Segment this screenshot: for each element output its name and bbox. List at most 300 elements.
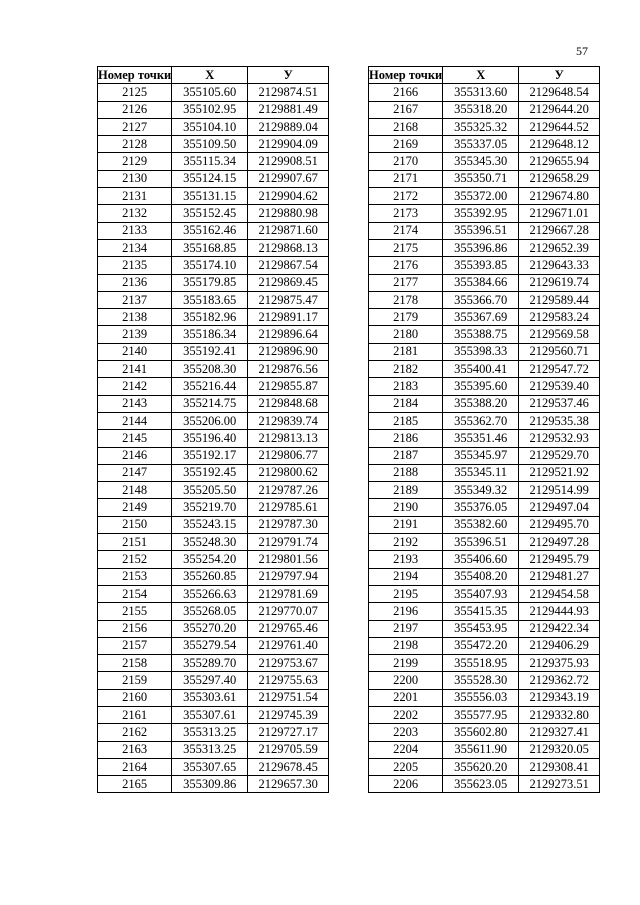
x-coordinate-cell: 355268.05 <box>172 603 248 620</box>
point-number-cell: 2156 <box>98 620 172 637</box>
x-coordinate-cell: 355307.65 <box>172 758 248 775</box>
x-coordinate-cell: 355104.10 <box>172 118 248 135</box>
x-coordinate-cell: 355376.05 <box>443 499 519 516</box>
point-number-cell: 2206 <box>369 776 443 793</box>
y-coordinate-cell: 2129671.01 <box>519 205 600 222</box>
table-row <box>369 464 600 481</box>
table-row <box>98 516 329 533</box>
table-row <box>369 326 600 343</box>
point-number-cell: 2169 <box>369 136 443 153</box>
x-coordinate-cell: 355577.95 <box>443 706 519 723</box>
point-number-cell: 2186 <box>369 430 443 447</box>
x-coordinate-cell: 355325.32 <box>443 118 519 135</box>
y-coordinate-cell: 2129539.40 <box>519 378 600 395</box>
point-number-cell: 2205 <box>369 758 443 775</box>
y-coordinate-cell: 2129745.39 <box>248 706 329 723</box>
point-number-cell: 2151 <box>98 534 172 551</box>
point-number-cell: 2128 <box>98 136 172 153</box>
y-coordinate-cell: 2129787.30 <box>248 516 329 533</box>
y-coordinate-cell: 2129869.45 <box>248 274 329 291</box>
point-number-cell: 2153 <box>98 568 172 585</box>
table-row <box>369 672 600 689</box>
table-row <box>98 395 329 412</box>
x-coordinate-cell: 355350.71 <box>443 170 519 187</box>
table-row <box>369 568 600 585</box>
y-coordinate-cell: 2129880.98 <box>248 205 329 222</box>
y-coordinate-cell: 2129343.19 <box>519 689 600 706</box>
table-row <box>98 551 329 568</box>
y-coordinate-cell: 2129332.80 <box>519 706 600 723</box>
y-coordinate-cell: 2129891.17 <box>248 309 329 326</box>
table-row <box>98 239 329 256</box>
x-coordinate-cell: 355602.80 <box>443 724 519 741</box>
point-number-cell: 2192 <box>369 534 443 551</box>
point-number-cell: 2135 <box>98 257 172 274</box>
y-coordinate-cell: 2129874.51 <box>248 84 329 101</box>
y-coordinate-cell: 2129787.26 <box>248 482 329 499</box>
y-coordinate-cell: 2129678.45 <box>248 758 329 775</box>
x-coordinate-cell: 355168.85 <box>172 239 248 256</box>
x-coordinate-cell: 355174.10 <box>172 257 248 274</box>
table-row <box>369 706 600 723</box>
point-number-cell: 2198 <box>369 637 443 654</box>
point-number-cell: 2131 <box>98 188 172 205</box>
y-coordinate-cell: 2129273.51 <box>519 776 600 793</box>
table-row <box>98 672 329 689</box>
table-row <box>98 620 329 637</box>
table-row <box>98 482 329 499</box>
y-coordinate-cell: 2129907.67 <box>248 170 329 187</box>
x-coordinate-cell: 355182.96 <box>172 309 248 326</box>
y-coordinate-cell: 2129497.04 <box>519 499 600 516</box>
table-row <box>369 551 600 568</box>
x-coordinate-cell: 355270.20 <box>172 620 248 637</box>
table-row <box>98 361 329 378</box>
table-row <box>369 361 600 378</box>
x-coordinate-cell: 355395.60 <box>443 378 519 395</box>
x-coordinate-cell: 355183.65 <box>172 291 248 308</box>
x-coordinate-cell: 355518.95 <box>443 655 519 672</box>
x-coordinate-cell: 355472.20 <box>443 637 519 654</box>
y-coordinate-cell: 2129904.62 <box>248 188 329 205</box>
point-number-cell: 2167 <box>369 101 443 118</box>
y-coordinate-cell: 2129908.51 <box>248 153 329 170</box>
header-y: У <box>519 67 600 84</box>
y-coordinate-cell: 2129791.74 <box>248 534 329 551</box>
x-coordinate-cell: 355318.20 <box>443 101 519 118</box>
y-coordinate-cell: 2129855.87 <box>248 378 329 395</box>
point-number-cell: 2148 <box>98 482 172 499</box>
x-coordinate-cell: 355611.90 <box>443 741 519 758</box>
table-row <box>98 741 329 758</box>
point-number-cell: 2129 <box>98 153 172 170</box>
x-coordinate-cell: 355351.46 <box>443 430 519 447</box>
page-number: 57 <box>576 44 588 58</box>
y-coordinate-cell: 2129406.29 <box>519 637 600 654</box>
y-coordinate-cell: 2129444.93 <box>519 603 600 620</box>
point-number-cell: 2132 <box>98 205 172 222</box>
point-number-cell: 2165 <box>98 776 172 793</box>
point-number-cell: 2177 <box>369 274 443 291</box>
point-number-cell: 2133 <box>98 222 172 239</box>
table-row <box>369 205 600 222</box>
y-coordinate-cell: 2129867.54 <box>248 257 329 274</box>
y-coordinate-cell: 2129674.80 <box>519 188 600 205</box>
x-coordinate-cell: 355407.93 <box>443 585 519 602</box>
y-coordinate-cell: 2129454.58 <box>519 585 600 602</box>
x-coordinate-cell: 355366.70 <box>443 291 519 308</box>
point-number-cell: 2139 <box>98 326 172 343</box>
y-coordinate-cell: 2129896.90 <box>248 343 329 360</box>
table-row <box>369 447 600 464</box>
y-coordinate-cell: 2129535.38 <box>519 412 600 429</box>
table-row <box>98 170 329 187</box>
point-number-cell: 2162 <box>98 724 172 741</box>
x-coordinate-cell: 355214.75 <box>172 395 248 412</box>
point-number-cell: 2183 <box>369 378 443 395</box>
x-coordinate-cell: 355192.17 <box>172 447 248 464</box>
table-row <box>98 101 329 118</box>
y-coordinate-cell: 2129560.71 <box>519 343 600 360</box>
y-coordinate-cell: 2129765.46 <box>248 620 329 637</box>
point-number-cell: 2190 <box>369 499 443 516</box>
x-coordinate-cell: 355279.54 <box>172 637 248 654</box>
point-number-cell: 2130 <box>98 170 172 187</box>
x-coordinate-cell: 355396.86 <box>443 239 519 256</box>
table-row <box>98 309 329 326</box>
x-coordinate-cell: 355528.30 <box>443 672 519 689</box>
x-coordinate-cell: 355186.34 <box>172 326 248 343</box>
y-coordinate-cell: 2129876.56 <box>248 361 329 378</box>
x-coordinate-cell: 355266.63 <box>172 585 248 602</box>
header-number: Номер точки <box>369 67 443 84</box>
x-coordinate-cell: 355192.45 <box>172 464 248 481</box>
y-coordinate-cell: 2129495.79 <box>519 551 600 568</box>
point-number-cell: 2195 <box>369 585 443 602</box>
table-row <box>98 776 329 793</box>
point-number-cell: 2141 <box>98 361 172 378</box>
table-row <box>369 239 600 256</box>
table-row <box>369 620 600 637</box>
table-row <box>369 84 600 101</box>
point-number-cell: 2163 <box>98 741 172 758</box>
x-coordinate-cell: 355131.15 <box>172 188 248 205</box>
table-row <box>369 343 600 360</box>
point-number-cell: 2173 <box>369 205 443 222</box>
y-coordinate-cell: 2129785.61 <box>248 499 329 516</box>
table-row <box>369 724 600 741</box>
table-header-row <box>369 67 600 84</box>
table-row <box>98 188 329 205</box>
point-number-cell: 2204 <box>369 741 443 758</box>
x-coordinate-cell: 355115.34 <box>172 153 248 170</box>
y-coordinate-cell: 2129532.93 <box>519 430 600 447</box>
table-row <box>369 378 600 395</box>
x-coordinate-cell: 355192.41 <box>172 343 248 360</box>
x-coordinate-cell: 355307.61 <box>172 706 248 723</box>
point-number-cell: 2189 <box>369 482 443 499</box>
x-coordinate-cell: 355406.60 <box>443 551 519 568</box>
y-coordinate-cell: 2129308.41 <box>519 758 600 775</box>
point-number-cell: 2155 <box>98 603 172 620</box>
y-coordinate-cell: 2129583.24 <box>519 309 600 326</box>
point-number-cell: 2136 <box>98 274 172 291</box>
x-coordinate-cell: 355260.85 <box>172 568 248 585</box>
table-row <box>369 118 600 135</box>
table-row <box>98 758 329 775</box>
x-coordinate-cell: 355362.70 <box>443 412 519 429</box>
x-coordinate-cell: 355196.40 <box>172 430 248 447</box>
y-coordinate-cell: 2129658.29 <box>519 170 600 187</box>
table-row <box>98 136 329 153</box>
table-row <box>369 585 600 602</box>
point-number-cell: 2184 <box>369 395 443 412</box>
table-row <box>98 430 329 447</box>
y-coordinate-cell: 2129569.58 <box>519 326 600 343</box>
y-coordinate-cell: 2129648.54 <box>519 84 600 101</box>
point-number-cell: 2154 <box>98 585 172 602</box>
y-coordinate-cell: 2129761.40 <box>248 637 329 654</box>
point-number-cell: 2171 <box>369 170 443 187</box>
table-row <box>98 326 329 343</box>
x-coordinate-cell: 355453.95 <box>443 620 519 637</box>
x-coordinate-cell: 355345.30 <box>443 153 519 170</box>
table-row <box>369 741 600 758</box>
table-row <box>369 534 600 551</box>
x-coordinate-cell: 355408.20 <box>443 568 519 585</box>
x-coordinate-cell: 355620.20 <box>443 758 519 775</box>
y-coordinate-cell: 2129848.68 <box>248 395 329 412</box>
table-row <box>98 291 329 308</box>
table-row <box>369 430 600 447</box>
x-coordinate-cell: 355254.20 <box>172 551 248 568</box>
point-number-cell: 2168 <box>369 118 443 135</box>
point-number-cell: 2199 <box>369 655 443 672</box>
x-coordinate-cell: 355105.60 <box>172 84 248 101</box>
table-row <box>98 412 329 429</box>
y-coordinate-cell: 2129800.62 <box>248 464 329 481</box>
x-coordinate-cell: 355248.30 <box>172 534 248 551</box>
point-number-cell: 2201 <box>369 689 443 706</box>
coordinates-table-left <box>97 66 329 793</box>
y-coordinate-cell: 2129643.33 <box>519 257 600 274</box>
x-coordinate-cell: 355206.00 <box>172 412 248 429</box>
table-row <box>369 153 600 170</box>
y-coordinate-cell: 2129755.63 <box>248 672 329 689</box>
y-coordinate-cell: 2129751.54 <box>248 689 329 706</box>
y-coordinate-cell: 2129657.30 <box>248 776 329 793</box>
x-coordinate-cell: 355297.40 <box>172 672 248 689</box>
y-coordinate-cell: 2129889.04 <box>248 118 329 135</box>
point-number-cell: 2126 <box>98 101 172 118</box>
y-coordinate-cell: 2129529.70 <box>519 447 600 464</box>
table-row <box>369 257 600 274</box>
x-coordinate-cell: 355367.69 <box>443 309 519 326</box>
y-coordinate-cell: 2129589.44 <box>519 291 600 308</box>
x-coordinate-cell: 355388.75 <box>443 326 519 343</box>
y-coordinate-cell: 2129770.07 <box>248 603 329 620</box>
point-number-cell: 2188 <box>369 464 443 481</box>
point-number-cell: 2164 <box>98 758 172 775</box>
y-coordinate-cell: 2129644.20 <box>519 101 600 118</box>
x-coordinate-cell: 355382.60 <box>443 516 519 533</box>
header-x: X <box>172 67 248 84</box>
point-number-cell: 2137 <box>98 291 172 308</box>
table-row <box>369 412 600 429</box>
y-coordinate-cell: 2129327.41 <box>519 724 600 741</box>
table-row <box>98 499 329 516</box>
point-number-cell: 2181 <box>369 343 443 360</box>
table-row <box>98 464 329 481</box>
point-number-cell: 2170 <box>369 153 443 170</box>
y-coordinate-cell: 2129547.72 <box>519 361 600 378</box>
x-coordinate-cell: 355396.51 <box>443 534 519 551</box>
y-coordinate-cell: 2129881.49 <box>248 101 329 118</box>
y-coordinate-cell: 2129868.13 <box>248 239 329 256</box>
x-coordinate-cell: 355289.70 <box>172 655 248 672</box>
table-row <box>98 689 329 706</box>
table-row <box>98 534 329 551</box>
y-coordinate-cell: 2129497.28 <box>519 534 600 551</box>
table-row <box>98 637 329 654</box>
point-number-cell: 2161 <box>98 706 172 723</box>
table-row <box>369 516 600 533</box>
point-number-cell: 2197 <box>369 620 443 637</box>
table-row <box>98 153 329 170</box>
x-coordinate-cell: 355309.86 <box>172 776 248 793</box>
point-number-cell: 2160 <box>98 689 172 706</box>
x-coordinate-cell: 355400.41 <box>443 361 519 378</box>
point-number-cell: 2144 <box>98 412 172 429</box>
point-number-cell: 2142 <box>98 378 172 395</box>
y-coordinate-cell: 2129521.92 <box>519 464 600 481</box>
table-row <box>369 136 600 153</box>
point-number-cell: 2166 <box>369 84 443 101</box>
y-coordinate-cell: 2129495.70 <box>519 516 600 533</box>
point-number-cell: 2203 <box>369 724 443 741</box>
x-coordinate-cell: 355179.85 <box>172 274 248 291</box>
x-coordinate-cell: 355152.45 <box>172 205 248 222</box>
point-number-cell: 2175 <box>369 239 443 256</box>
table-row <box>369 689 600 706</box>
y-coordinate-cell: 2129781.69 <box>248 585 329 602</box>
table-row <box>369 274 600 291</box>
point-number-cell: 2191 <box>369 516 443 533</box>
point-number-cell: 2174 <box>369 222 443 239</box>
point-number-cell: 2187 <box>369 447 443 464</box>
x-coordinate-cell: 355384.66 <box>443 274 519 291</box>
y-coordinate-cell: 2129896.64 <box>248 326 329 343</box>
y-coordinate-cell: 2129797.94 <box>248 568 329 585</box>
table-row <box>98 447 329 464</box>
table-row <box>98 378 329 395</box>
point-number-cell: 2180 <box>369 326 443 343</box>
table-row <box>98 118 329 135</box>
table-row <box>369 776 600 793</box>
y-coordinate-cell: 2129320.05 <box>519 741 600 758</box>
x-coordinate-cell: 355313.25 <box>172 741 248 758</box>
x-coordinate-cell: 355556.03 <box>443 689 519 706</box>
point-number-cell: 2146 <box>98 447 172 464</box>
table-row <box>369 170 600 187</box>
y-coordinate-cell: 2129652.39 <box>519 239 600 256</box>
y-coordinate-cell: 2129839.74 <box>248 412 329 429</box>
point-number-cell: 2159 <box>98 672 172 689</box>
table-row <box>98 603 329 620</box>
y-coordinate-cell: 2129727.17 <box>248 724 329 741</box>
table-row <box>98 222 329 239</box>
point-number-cell: 2152 <box>98 551 172 568</box>
point-number-cell: 2125 <box>98 84 172 101</box>
point-number-cell: 2138 <box>98 309 172 326</box>
x-coordinate-cell: 355372.00 <box>443 188 519 205</box>
y-coordinate-cell: 2129644.52 <box>519 118 600 135</box>
y-coordinate-cell: 2129375.93 <box>519 655 600 672</box>
x-coordinate-cell: 355388.20 <box>443 395 519 412</box>
table-row <box>369 499 600 516</box>
x-coordinate-cell: 355392.95 <box>443 205 519 222</box>
y-coordinate-cell: 2129362.72 <box>519 672 600 689</box>
point-number-cell: 2200 <box>369 672 443 689</box>
x-coordinate-cell: 355398.33 <box>443 343 519 360</box>
table-row <box>369 222 600 239</box>
table-row <box>98 84 329 101</box>
x-coordinate-cell: 355313.60 <box>443 84 519 101</box>
point-number-cell: 2149 <box>98 499 172 516</box>
table-row <box>369 309 600 326</box>
point-number-cell: 2127 <box>98 118 172 135</box>
y-coordinate-cell: 2129813.13 <box>248 430 329 447</box>
table-row <box>369 395 600 412</box>
x-coordinate-cell: 355313.25 <box>172 724 248 741</box>
x-coordinate-cell: 355216.44 <box>172 378 248 395</box>
y-coordinate-cell: 2129619.74 <box>519 274 600 291</box>
point-number-cell: 2147 <box>98 464 172 481</box>
table-row <box>98 585 329 602</box>
x-coordinate-cell: 355219.70 <box>172 499 248 516</box>
table-row <box>369 637 600 654</box>
table-row <box>98 706 329 723</box>
coordinates-table-right <box>368 66 600 793</box>
table-row <box>369 482 600 499</box>
point-number-cell: 2140 <box>98 343 172 360</box>
table-row <box>98 257 329 274</box>
x-coordinate-cell: 355345.11 <box>443 464 519 481</box>
x-coordinate-cell: 355124.15 <box>172 170 248 187</box>
y-coordinate-cell: 2129871.60 <box>248 222 329 239</box>
y-coordinate-cell: 2129705.59 <box>248 741 329 758</box>
x-coordinate-cell: 355623.05 <box>443 776 519 793</box>
point-number-cell: 2202 <box>369 706 443 723</box>
y-coordinate-cell: 2129514.99 <box>519 482 600 499</box>
table-row <box>98 274 329 291</box>
point-number-cell: 2185 <box>369 412 443 429</box>
point-number-cell: 2176 <box>369 257 443 274</box>
point-number-cell: 2178 <box>369 291 443 308</box>
y-coordinate-cell: 2129904.09 <box>248 136 329 153</box>
point-number-cell: 2182 <box>369 361 443 378</box>
table-row <box>98 724 329 741</box>
y-coordinate-cell: 2129753.67 <box>248 655 329 672</box>
point-number-cell: 2134 <box>98 239 172 256</box>
y-coordinate-cell: 2129875.47 <box>248 291 329 308</box>
point-number-cell: 2145 <box>98 430 172 447</box>
x-coordinate-cell: 355208.30 <box>172 361 248 378</box>
point-number-cell: 2150 <box>98 516 172 533</box>
x-coordinate-cell: 355303.61 <box>172 689 248 706</box>
table-row <box>98 655 329 672</box>
point-number-cell: 2158 <box>98 655 172 672</box>
